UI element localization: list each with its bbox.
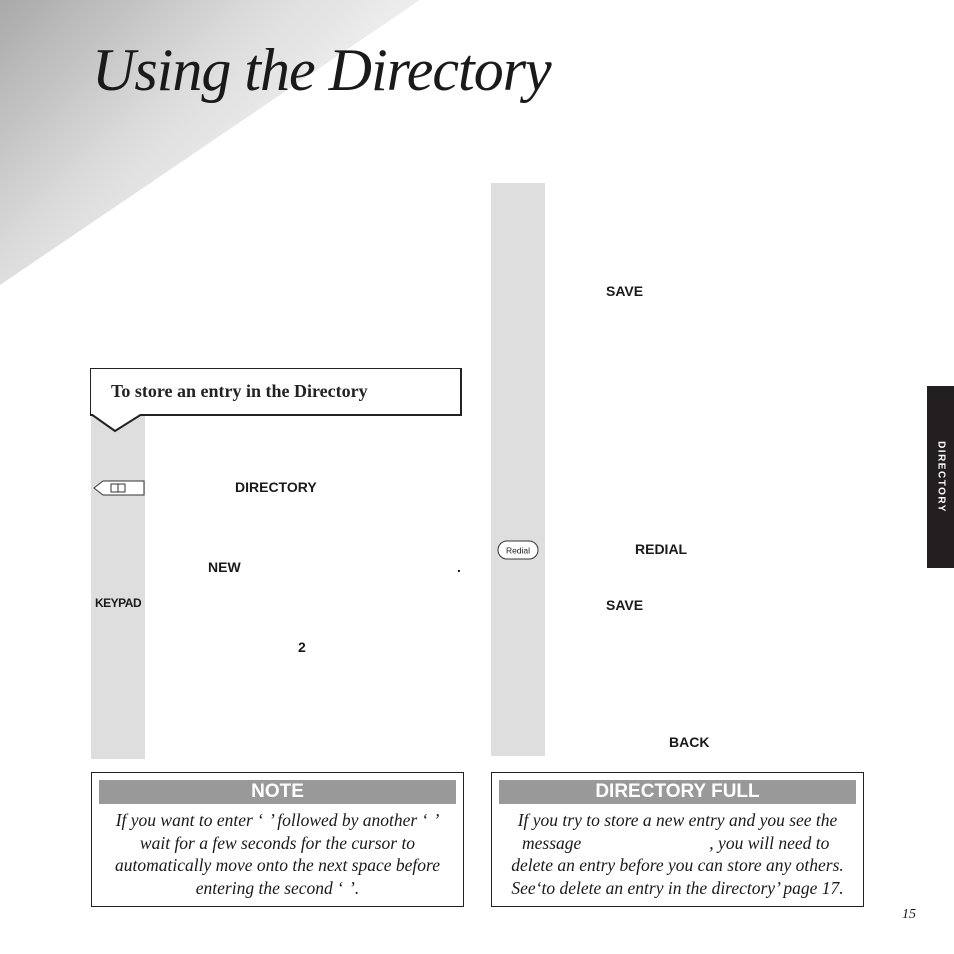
directory-full-heading: DIRECTORY FULL <box>499 780 856 804</box>
right-step-column <box>491 183 545 756</box>
section-callout <box>90 368 462 416</box>
redial-key-icon <box>497 540 539 560</box>
directory-key-label: DIRECTORY <box>235 479 317 495</box>
back-key-label: BACK <box>669 734 710 750</box>
left-step-column <box>91 416 145 759</box>
digit-label: 2 <box>298 639 306 655</box>
redial-key-label: REDIAL <box>635 541 688 557</box>
page-title: Using the Directory <box>92 37 551 103</box>
section-tab-label: DIRECTORY <box>935 441 946 513</box>
section-heading: To store an entry in the Directory <box>111 381 368 401</box>
trailing-period: . <box>457 559 461 575</box>
directory-book-icon <box>93 480 145 496</box>
svg-text:Redial: Redial <box>505 545 531 556</box>
note-heading: NOTE <box>99 780 456 804</box>
keypad-label: KEYPAD <box>95 596 142 610</box>
new-key-label: NEW <box>208 559 241 575</box>
save-key-label-2: SAVE <box>606 597 644 613</box>
note-box <box>91 772 464 907</box>
page-number: 15 <box>902 907 916 922</box>
section-tab <box>927 386 954 568</box>
save-key-label-1: SAVE <box>606 283 644 299</box>
directory-full-body: If you try to store a new entry and you see the message , you will need to delete an entry before you can store any others. See‘to delete an entry in the directory’ page 17. <box>511 810 844 898</box>
note-body: If you want to enter ‘ ’ followed by another ‘ ’ wait for a few seconds for the cursor to automatically move onto the next space before entering the second ‘ ’. <box>115 810 440 898</box>
directory-full-box <box>491 772 864 907</box>
callout-tail <box>90 414 150 436</box>
